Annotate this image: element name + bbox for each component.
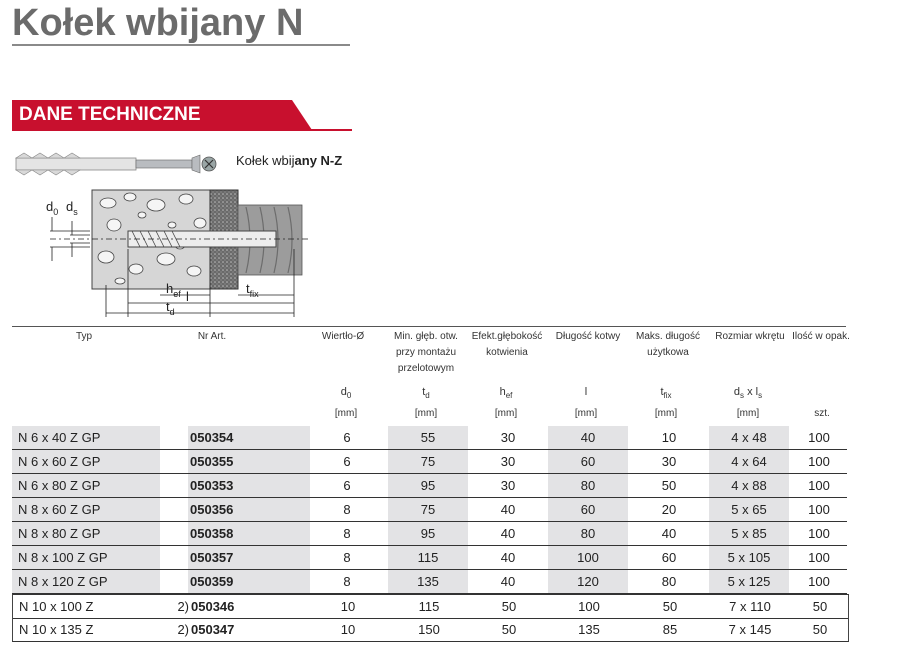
header-fix	[628, 329, 708, 361]
table-row	[12, 618, 849, 642]
cell-length: 40	[548, 426, 628, 449]
table-row	[12, 498, 847, 522]
cell-anchor-depth: 30	[500, 478, 516, 493]
installed-anchor	[50, 231, 310, 247]
cell-fix: 40	[661, 526, 677, 541]
cell-drill: 10	[340, 599, 356, 614]
cell-note	[154, 426, 188, 449]
cell-depth: 95	[388, 474, 468, 497]
cell-drill: 6	[343, 430, 351, 445]
cell-anchor-depth: 30	[500, 454, 516, 469]
svg-text:ds	[66, 199, 78, 217]
cell-depth: 95	[388, 522, 468, 545]
header-qty-line-1: Ilość w opak.	[792, 331, 850, 342]
cell-type: N 10 x 135 Z	[19, 622, 94, 637]
cell-anchor-depth: 40	[500, 574, 516, 589]
table-row	[12, 426, 847, 450]
cell-qty: 50	[812, 622, 828, 637]
table-row	[12, 522, 847, 546]
symbol-length: l	[584, 386, 588, 398]
cell-fix: 60	[661, 550, 677, 565]
cell-qty: 100	[808, 526, 830, 541]
cell-anchor-depth: 40	[500, 502, 516, 517]
cell-depth: 75	[388, 498, 468, 521]
cell-length: 120	[548, 570, 628, 593]
title-rule	[12, 44, 350, 46]
header-drill-line-1: Wiertło-Ø	[321, 331, 365, 342]
cell-note: 2)	[177, 622, 189, 637]
cell-screw: 5 x 105	[709, 546, 789, 569]
cell-screw: 5 x 85	[709, 522, 789, 545]
symbol-depth-main: t	[422, 386, 426, 398]
cell-note	[154, 570, 188, 593]
cell-fix: 10	[661, 430, 677, 445]
unit-anchor: [mm]	[494, 408, 518, 419]
cell-fix: 20	[661, 502, 677, 517]
cell-depth: 135	[388, 570, 468, 593]
diagram-label-tfix-sub: fix	[249, 289, 259, 299]
anchor-product-image	[16, 153, 216, 175]
cell-screw: 4 x 48	[709, 426, 789, 449]
cell-length: 60	[548, 450, 628, 473]
header-anchor-depth	[462, 329, 552, 361]
cell-note	[154, 498, 188, 521]
table-row	[12, 546, 847, 570]
symbol-depth-sub: d	[425, 391, 430, 401]
cell-drill: 8	[343, 526, 351, 541]
product-label-prefix: Kołek wbij	[236, 153, 295, 168]
table-row	[12, 594, 849, 619]
product-label-bold: any N-Z	[294, 153, 343, 168]
cell-fix: 85	[662, 622, 678, 637]
diagram-label-td-sub: d	[169, 307, 175, 317]
cell-qty: 100	[808, 502, 830, 517]
symbol-fix-main: t	[660, 386, 664, 398]
cell-article: 050355	[188, 450, 310, 473]
table-row	[12, 570, 847, 594]
cell-article: 050354	[188, 426, 310, 449]
diagram-label-hef: h	[166, 281, 174, 296]
cell-article: 050353	[188, 474, 310, 497]
table-row	[12, 450, 847, 474]
cell-anchor-depth: 30	[500, 430, 516, 445]
header-fix-line-2: użytkowa	[647, 347, 689, 358]
diagram-label-d0-sub: 0	[53, 207, 59, 217]
diagram-label-ds: d	[66, 199, 74, 214]
unit-qty: szt.	[814, 408, 830, 419]
cell-length: 80	[548, 522, 628, 545]
cell-article: 050358	[188, 522, 310, 545]
cell-note: 2)	[177, 599, 189, 614]
cell-qty: 50	[812, 599, 828, 614]
header-length-line-1: Długość kotwy	[555, 331, 621, 342]
diagram-label-tfix: t	[246, 281, 250, 296]
cell-screw: 5 x 65	[709, 498, 789, 521]
cell-depth: 150	[418, 622, 440, 637]
cell-article: 050346	[191, 599, 235, 614]
cell-screw: 7 x 145	[728, 622, 772, 637]
page-title: Kołek wbijany N	[12, 2, 304, 44]
header-depth-line-3: przelotowym	[397, 363, 455, 374]
cell-drill: 8	[343, 502, 351, 517]
header-screw	[710, 329, 790, 345]
cell-screw: 7 x 110	[729, 599, 771, 614]
symbol-drill-main: d	[340, 386, 347, 398]
unit-drill: [mm]	[334, 408, 358, 419]
cell-note	[154, 450, 188, 473]
cell-fix: 30	[661, 454, 677, 469]
cell-depth: 55	[388, 426, 468, 449]
symbol-drill	[316, 386, 376, 400]
unit-fix: [mm]	[654, 408, 678, 419]
section-rule	[12, 129, 352, 131]
header-qty	[790, 329, 852, 345]
table-top-rule	[12, 326, 846, 327]
svg-text:td	[166, 299, 175, 317]
cell-depth: 115	[418, 599, 440, 614]
cell-fix: 50	[661, 478, 677, 493]
cell-qty: 100	[808, 430, 830, 445]
cell-fix: 80	[661, 574, 677, 589]
symbol-screw-mid: x l	[744, 386, 759, 398]
symbol-depth	[396, 386, 456, 400]
cell-anchor-depth: 50	[501, 599, 517, 614]
header-typ: Typ	[75, 331, 93, 342]
symbol-fix	[636, 386, 696, 400]
header-screw-line-1: Rozmiar wkrętu	[715, 331, 785, 342]
header-fix-line-1: Maks. długość	[636, 331, 700, 342]
symbol-drill-sub: 0	[346, 391, 352, 401]
cell-note	[154, 522, 188, 545]
cell-screw: 4 x 88	[709, 474, 789, 497]
section-title: DANE TECHNICZNE	[19, 104, 201, 125]
technical-diagram	[10, 145, 310, 323]
cell-length: 100	[578, 599, 600, 614]
cell-type: N 6 x 40 Z GP	[12, 426, 160, 449]
cell-length: 60	[548, 498, 628, 521]
cell-fix: 50	[662, 599, 678, 614]
cell-drill: 8	[343, 550, 351, 565]
cell-article: 050359	[188, 570, 310, 593]
symbol-screw-main: d	[733, 386, 741, 398]
cell-length: 80	[548, 474, 628, 497]
cell-anchor-depth: 50	[501, 622, 517, 637]
cell-length: 135	[578, 622, 600, 637]
symbol-anchor	[476, 386, 536, 400]
symbol-anchor-sub: ef	[505, 391, 513, 401]
cell-drill: 8	[343, 574, 351, 589]
table-row	[12, 474, 847, 498]
header-art: Nr Art.	[197, 331, 227, 342]
cell-depth: 75	[388, 450, 468, 473]
cell-drill: 6	[343, 454, 351, 469]
cell-anchor-depth: 40	[500, 526, 516, 541]
header-drill	[308, 329, 378, 345]
cell-anchor-depth: 40	[500, 550, 516, 565]
symbol-screw-sub2: s	[758, 391, 763, 401]
header-length	[548, 329, 628, 345]
header-depth-line-1: Min. głęb. otw.	[394, 331, 458, 342]
cell-qty: 100	[808, 478, 830, 493]
unit-depth: [mm]	[414, 408, 438, 419]
cell-note	[154, 546, 188, 569]
cell-drill: 6	[343, 478, 351, 493]
symbol-anchor-main: h	[499, 386, 506, 398]
cell-note	[154, 474, 188, 497]
cell-qty: 100	[808, 574, 830, 589]
cell-type: N 10 x 100 Z	[19, 599, 94, 614]
svg-text:tfix	[246, 281, 259, 299]
unit-length: [mm]	[574, 408, 598, 419]
cell-drill: 10	[340, 622, 356, 637]
cell-qty: 100	[808, 550, 830, 565]
cell-type: N 8 x 100 Z GP	[12, 546, 160, 569]
cell-depth: 115	[388, 546, 468, 569]
header-anchor-line-2: kotwienia	[486, 347, 528, 358]
header-depth-line-2: przy montażu	[395, 347, 457, 358]
header-depth	[380, 329, 472, 377]
unit-screw: [mm]	[736, 408, 760, 419]
svg-text:d0	[46, 199, 58, 217]
cell-type: N 8 x 60 Z GP	[12, 498, 160, 521]
cell-qty: 100	[808, 454, 830, 469]
cell-screw: 5 x 125	[709, 570, 789, 593]
cell-article: 050347	[191, 622, 235, 637]
cell-article: 050357	[188, 546, 310, 569]
diagram-label-d0: d	[46, 199, 54, 214]
cell-article: 050356	[188, 498, 310, 521]
symbol-screw	[716, 386, 780, 400]
cell-screw: 4 x 64	[709, 450, 789, 473]
cell-type: N 8 x 120 Z GP	[12, 570, 160, 593]
cell-type: N 6 x 80 Z GP	[12, 474, 160, 497]
header-anchor-line-1: Efekt.głębokość	[471, 331, 543, 342]
cell-length: 100	[548, 546, 628, 569]
symbol-screw-sub: s	[740, 391, 745, 401]
diagram-label-l: l	[186, 289, 189, 304]
symbol-fix-sub: fix	[663, 391, 672, 401]
diagram-label-ds-sub: s	[73, 207, 78, 217]
diagram-label-hef-sub: ef	[173, 289, 181, 299]
cell-type: N 6 x 60 Z GP	[12, 450, 160, 473]
cell-type: N 8 x 80 Z GP	[12, 522, 160, 545]
diagram-label-td: t	[166, 299, 170, 314]
